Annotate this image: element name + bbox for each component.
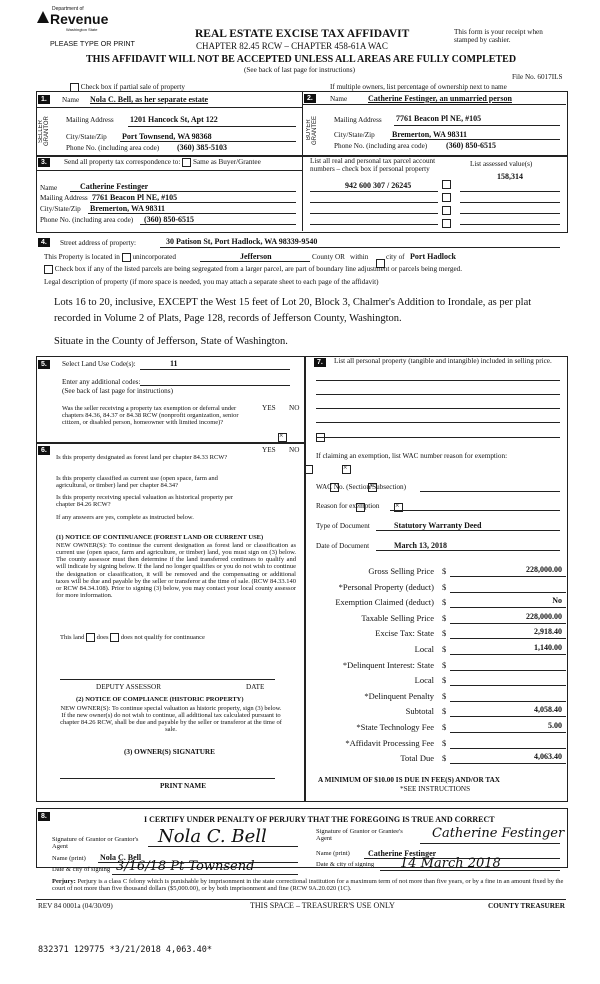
state-technology-fee-label: *State Technology Fee [356,722,434,732]
legal-description[interactable]: Lots 16 to 20, inclusive, EXCEPT the West 15 feet of Lot 20, Block 3, Chalmer's Addition to Irondale, as per plat recorded in Volume 2 of Plats, Page 128, records of Jefferson County, Washington. [54,297,532,324]
wac-no-label: WAC No. (Section/Subsection) [316,483,407,491]
owner-signature-label: (3) OWNER(S) SIGNATURE [124,748,215,756]
grantee-date-label: Date & city of signing [316,861,375,868]
personal-property-deduct-label: *Personal Property (deduct) [338,581,434,592]
reason-label: Reason for exemption [316,502,380,510]
s3-city[interactable]: Bremerton, WA 98311 [90,204,166,213]
does-label: does [96,633,109,641]
parcel-number[interactable]: 942 600 307 / 26245 [345,181,412,190]
legal-situate[interactable]: Situate in the County of Jefferson, State of Washington. [54,336,288,347]
exemption-wac-label: If claiming an exemption, list WAC number reason for exemption: [316,452,508,460]
grantee-name-label: Name (print) [316,850,350,857]
section-2-num: 2. [304,94,316,103]
dor-logo-mark [36,10,50,24]
gross-selling-price[interactable]: 228,000.00 [526,565,562,574]
s3-addr-label: Mailing Address [40,194,88,202]
same-as-buyer-label: Same as Buyer/Grantee [192,158,261,167]
section-8-num: 8. [38,812,50,821]
delinquent-interest-local-label: Local [414,675,434,686]
seller-name-label: Name [62,96,80,104]
parcel-checkbox-4[interactable] [442,219,451,228]
s5-yes: YES [262,404,276,412]
excise-tax-local-label: Local [414,644,434,654]
exempt-yes-checkbox[interactable] [278,433,287,442]
does-not-qualify-checkbox[interactable] [110,633,119,642]
unincorporated-checkbox[interactable] [122,253,131,262]
file-no: File No. 6017ILS [512,73,563,81]
grantee-signature[interactable]: Catherine Festinger [432,826,565,841]
notice2-title: (2) NOTICE OF COMPLIANCE (HISTORIC PROPERTY) [76,696,244,703]
grantor-date-label: Date & city of signing [52,866,111,873]
buyer-vertical-label: BUYER GRANTEE [306,115,318,145]
located-label: This Property is located in [44,253,120,262]
exemption-question: Was the seller receiving a property tax exemption or deferral under chapters 84.36, 84.37 or 84.38 RCW (nonprofit organization, senior citizen, or disabled person, homeowner with limited income)? [62,405,239,427]
county-name[interactable]: Jefferson [240,252,272,261]
does-qualify-checkbox[interactable] [86,633,95,642]
land-use-code[interactable]: 11 [170,359,178,368]
seller-phone-label: Phone No. (including area code) [66,144,160,152]
segregated-line [44,265,462,274]
subtotal-dollar: $ [442,706,447,717]
deputy-assessor: DEPUTY ASSESSOR [96,683,162,691]
state-technology-fee[interactable]: 5.00 [548,721,562,730]
delinquent-penalty-dollar: $ [442,690,447,701]
seller-city-label: City/State/Zip [66,133,107,141]
delinquent-interest-local-dollar: $ [442,675,447,686]
perjury-label: Perjury: [52,878,76,885]
gross-selling-price-dollar: $ [442,566,447,576]
buyer-name-label: Name [330,95,348,103]
grantor-name[interactable]: Nola C. Bell [100,853,142,862]
additional-codes-note: (See back of last page for instructions) [62,387,173,395]
section-7-num: 7. [314,358,326,367]
street-address[interactable]: 30 Patison St, Port Hadlock, WA 98339-9540 [166,237,318,246]
excise-tax-local[interactable]: 1,140.00 [534,643,562,652]
print-name-label: PRINT NAME [160,782,206,790]
dor-logo [36,6,108,36]
legal-label: Legal description of property (if more space is needed, you may attach a separate sheet to each page of the affidavit) [44,278,379,286]
section-5-num: 5. [38,360,50,369]
segregated-label: Check box if any of the listed parcels are being segregated from a larger parcel, are part of boundary line adjustment or parcels being merged. [54,265,463,274]
logo-word: Revenue [50,11,109,27]
deputy-date: DATE [246,683,265,691]
seller-addr[interactable]: 1201 Hancock St, Apt 122 [130,115,218,124]
buyer-phone[interactable]: (360) 850-6515 [446,141,496,150]
s3-phone-label: Phone No. (including area code) [40,216,134,224]
land-use-label: Select Land Use Code(s): [62,360,136,368]
exemption-claimed-label: Exemption Claimed (deduct) [335,597,434,608]
seller-addr-label: Mailing Address [66,116,114,124]
parcel-list-label: List all real and personal tax parcel account numbers – check box if personal property [310,157,436,174]
partial-sale-label: Check box if partial sale of property [80,83,185,92]
perjury-text: Perjury is a class C felony which is punishable by imprisonment in the state correctional institution for a maximum term of not more than five years, or by a fine in an amount fixed by the court of not more than five thousand dollars ($5,000.00), or by both imprisonment and fine (RCW 9A.20.020 (1C). [52,878,564,893]
buyer-addr[interactable]: 7761 Beacon Pl NE, #105 [396,114,482,123]
minimum-fee-note: A MINIMUM OF $10.00 IS DUE IN FEE(S) AND/OR TAX [318,776,500,784]
s5-no: NO [289,404,300,412]
rev-number: REV 84 0001a (04/30/09) [38,902,113,910]
delinquent-interest-state-label: *Delinquent Interest: State [342,659,434,670]
notice1-text: NEW OWNER(S): To continue the current designation as forest land or classification as current use (open space, farm and agriculture, or timber) land, you must sign on (3) below. The county assessor must then determine if the land transferred continues to qualify and will indicate by signing below. If the land no longer qualifies or you do not wish to continue the designation or classification, it will be removed and the compensating or additional taxes will be due and payable by the seller or transferor at the time of sale. (RCW 84.33.140 or RCW 84.34.108). Prior to signing (3) below, you may contact your local county assessor for more information. [56,542,296,599]
cashier-stamp: 832371 129775 *3/21/2018 4,063.40* [38,945,212,955]
total-due-label: Total Due [400,753,434,764]
section-4-num: 4. [38,238,50,247]
taxable-selling-price-label: Taxable Selling Price [361,612,434,623]
parcel-checkbox-3[interactable] [442,206,451,215]
section-6-num: 6. [38,446,50,455]
parcel-checkbox-2[interactable] [442,193,451,202]
buyer-phone-label: Phone No. (including area code) [334,142,428,150]
excise-tax-local-dollar: $ [442,644,447,654]
historic-question: Is this property receiving special valuation as historical property per chapter 84.26 RCW? [56,494,234,509]
excise-tax-state[interactable]: 2,918.40 [534,627,562,637]
assessed-label: List assessed value(s) [470,160,533,168]
segregated-checkbox[interactable] [44,265,53,274]
grantee-date[interactable]: 14 March 2018 [400,856,501,871]
certify-statement: I CERTIFY UNDER PENALTY OF PERJURY THAT THE FOREGOING IS TRUE AND CORRECT [144,815,495,824]
parcel-checkbox-1[interactable] [442,180,451,189]
unincorporated-label: unincorporated [132,253,176,262]
exemption-claimed[interactable]: No [552,596,562,606]
gross-selling-price-label: Gross Selling Price [368,566,434,576]
affidavit-processing-fee-label: *Affidavit Processing Fee [345,737,434,748]
this-land-label: This land [60,633,85,641]
doc-type[interactable]: Statutory Warranty Deed [394,521,482,530]
street-label: Street address of property: [60,239,137,247]
assessed-value[interactable]: 158,314 [497,172,523,181]
see-instructions: *SEE INSTRUCTIONS [400,785,471,793]
doc-date-label: Date of Document [316,542,370,550]
warning-line: THIS AFFIDAVIT WILL NOT BE ACCEPTED UNLESS ALL AREAS ARE FULLY COMPLETED [86,54,517,65]
within-label: within [350,253,369,261]
parcel-checkboxes [442,180,452,228]
send-correspondence [64,158,261,167]
delinquent-interest-state-dollar: $ [442,659,447,670]
affidavit-processing-fee-dollar: $ [442,737,447,748]
form-chapter: CHAPTER 82.45 RCW – CHAPTER 458-61A WAC [196,41,388,51]
form-title: REAL ESTATE EXCISE TAX AFFIDAVIT [195,28,410,40]
s3-city-label: City/State/Zip [40,205,81,213]
subtotal-label: Subtotal [405,706,434,717]
buyer-addr-label: Mailing Address [334,116,382,124]
state-technology-fee-dollar: $ [442,722,447,732]
city-of-label: city of [386,253,405,261]
exemption-claimed-dollar: $ [442,597,447,608]
seller-name[interactable]: Nola C. Bell, as her separate estate [90,95,209,104]
logo-line3: Washington State [66,27,98,32]
grantee-name[interactable]: Catherine Festinger [368,849,437,858]
current-use-question: Is this property classified as current use (open space, farm and agricultural, or timber) land per chapter 84.34? [56,475,218,490]
section-1-num: 1. [38,95,50,104]
s3-phone[interactable]: (360) 850-6515 [144,215,194,224]
seller-city[interactable]: Port Townsend, WA 98368 [122,132,212,141]
s3-addr[interactable]: 7761 Beacon Pl NE, #105 [92,193,178,202]
county-treasurer: COUNTY TREASURER [488,902,565,910]
grantor-signature[interactable]: Nola C. Bell [158,826,267,847]
doc-type-label: Type of Document [316,522,370,530]
same-as-buyer-checkbox[interactable] [182,158,191,167]
buyer-city[interactable]: Bremerton, WA 98311 [392,130,468,139]
any-yes-note: If any answers are yes, complete as instructed below. [56,514,194,521]
receipt-note: This form is your receipt when stamped by cashier. [454,28,543,45]
taxable-selling-price[interactable]: 228,000.00 [526,611,562,621]
see-back: (See back of last page for instructions) [244,66,355,74]
total-due-dollar: $ [442,753,447,764]
section-3-num: 3. [38,158,50,167]
s6-yes: YES [262,446,276,454]
grantor-date[interactable]: 3/16/18 Pt Townsend [116,859,255,874]
located-line [44,253,176,262]
excise-tax-state-dollar: $ [442,628,447,639]
logo-line1: Department of [52,6,84,12]
grantor-sig-label: Signature of Grantor or Grantor's Agent [52,836,139,851]
treasurer-use: THIS SPACE – TREASURER'S USE ONLY [250,901,395,910]
type-or-print: PLEASE TYPE OR PRINT [50,39,135,48]
continuance-line [60,633,205,642]
notice2-text: NEW OWNER(S): To continue special valuation as historic property, sign (3) below. If the new owner(s) do not wish to continue, all additional tax calculated pursuant to chapter 84.26 RCW, shall be due and payable by the seller or transferor at the time of sale. [60,705,282,734]
grantor-name-label: Name (print) [52,855,86,862]
grantee-sig-label: Signature of Grantor or Grantee's Agent [316,828,403,843]
s3-name-label: Name [40,184,58,192]
excise-tax-state-label: Excise Tax: State [375,628,434,639]
send-label: Send all property tax correspondence to: [64,158,181,167]
multiple-owners: If multiple owners, list percentage of ownership next to name [330,83,507,91]
buyer-city-label: City/State/Zip [334,131,375,139]
seller-vertical-label: SELLER GRANTOR [38,116,50,146]
perjury-statement [52,878,572,892]
delinquent-penalty-label: *Delinquent Penalty [364,690,434,701]
property-city[interactable]: Port Hadlock [410,252,456,261]
notice1-title: (1) NOTICE OF CONTINUANCE (FOREST LAND OR CURRENT USE) [56,534,264,541]
subtotal[interactable]: 4,058.40 [534,705,562,715]
forest-question: Is this property designated as forest land per chapter 84.33 RCW? [56,454,228,461]
s6-no: NO [289,446,300,454]
seller-phone[interactable]: (360) 385-5103 [177,143,227,152]
taxable-selling-price-dollar: $ [442,612,447,623]
personal-property-label: List all personal property (tangible and intangible) included in selling price. [334,357,552,365]
additional-codes-label: Enter any additional codes: [62,378,141,386]
total-due[interactable]: 4,063.40 [534,752,562,762]
personal-property-deduct-dollar: $ [442,581,447,592]
county-or: County OR [312,253,345,261]
s3-name[interactable]: Catherine Festinger [80,182,149,191]
doc-date[interactable]: March 13, 2018 [394,541,447,550]
buyer-name[interactable]: Catherine Festinger, an unmarried person [368,94,512,103]
does-not-label: does not qualify for continuance [120,633,205,641]
